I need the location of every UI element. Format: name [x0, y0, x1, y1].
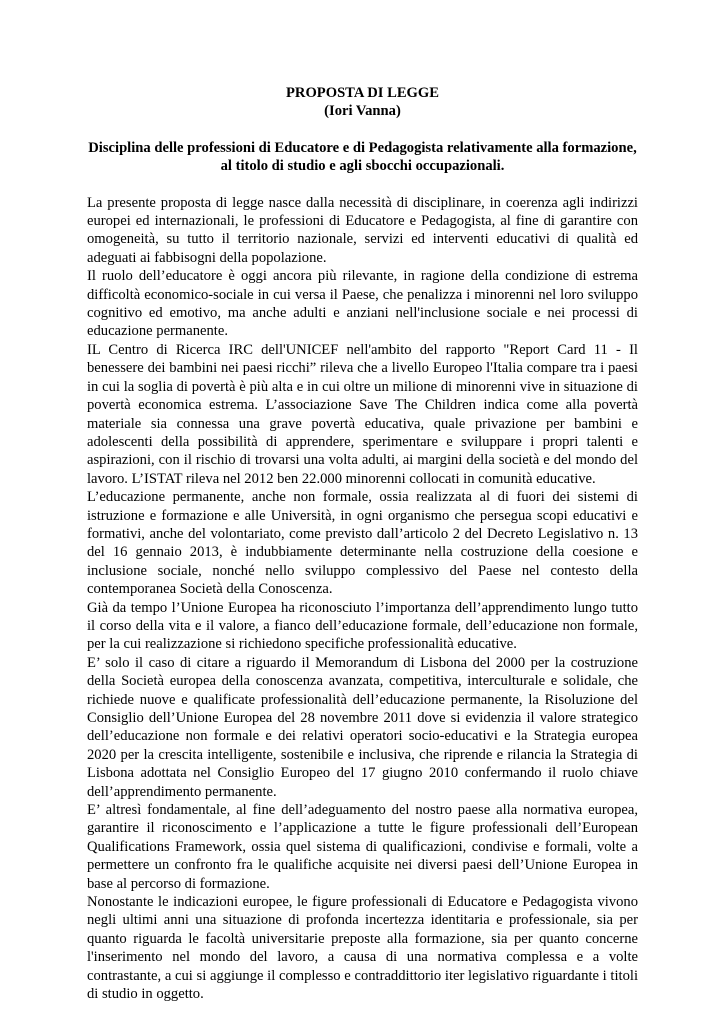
- paragraph: La presente proposta di legge nasce dalla necessità di disciplinare, in coerenza agli indirizzi europei ed internazionali, le professioni di Educatore e Pedagogista, al fine di garantire con omogeneità, su tutto il territorio nazionale, servizi ed interventi educativi di qualità ed adeguati ai fabbisogni della popolazione.: [87, 194, 638, 266]
- document-heading-line2: al titolo di studio e agli sbocchi occupazionali.: [220, 158, 505, 175]
- paragraph: Già da tempo l’Unione Europea ha riconosciuto l’importanza dell’apprendimento lungo tutto il corso della vita e il valore, a fianco dell’educazione formale, dell’educazione non formale, per la cui realizzazione si richiedono specifiche professionalità educative.: [87, 599, 638, 653]
- paragraph: E’ altresì fondamentale, al fine dell’adeguamento del nostro paese alla normativa europea, garantire il riconoscimento e l’applicazione a tutte le figure professionali dell’European Qualifications Framework, ossia quel sistema di qualificazioni, condivise e formali, volte a permettere un confronto fra le qualifiche acquisite nei diversi paesi dell’Unione Europea in base al percorso di formazione.: [87, 802, 638, 892]
- paragraph: E’ solo il caso di citare a riguardo il Memorandum di Lisbona del 2000 per la costruzione della Società europea della conoscenza avanzata, competitiva, interculturale e solidale, che richiede nuove e qualificate professionalità dell’educazione permanente, la Risoluzione del Consiglio dell’Unione Europea del 28 novembre 2011 dove si evidenzia il valore strategico dell’educazione non formale e dei relativi operatori socio-educativi e la Strategia europea 2020 per la crescita intelligente, sostenibile e inclusiva, che riprende e rilancia la Strategia di Lisbona adottata nel Consiglio Europeo del 17 giugno 2010 confermando il ruolo chiave dell’apprendimento permanente.: [87, 654, 638, 800]
- document-title: PROPOSTA DI LEGGE: [286, 85, 439, 101]
- paragraph: L’educazione permanente, anche non formale, ossia realizzata al di fuori dei sistemi di istruzione e formazione e alle Università, in ogni organismo che persegua scopi educativi e formativi, anche del volontariato, come previsto dall’articolo 2 del Decreto Legislativo n. 13 del 16 gennaio 2013, è indubbiamente determinante nella costruzione della coesione e inclusione sociale, nonché nello sviluppo complessivo del Paese nel contesto della contemporanea Società della Conoscenza.: [87, 489, 638, 598]
- document-page: [87, 84, 638, 1004]
- document-heading-line1: Disciplina delle professioni di Educatore e di Pedagogista relativamente alla formazione,: [88, 139, 637, 156]
- paragraph: IL Centro di Ricerca IRC dell'UNICEF nell'ambito del rapporto "Report Card 11 - Il benessere dei bambini nei paesi ricchi” rileva che a livello Europeo l'Italia compare tra i paesi in cui la soglia di povertà è più alta e in cui oltre un milione di minorenni vive in situazione di povertà economica estrema. L’associazione Save The Children indica come alla povertà materiale sia connessa una grave povertà educativa, quale privazione per bambini e adolescenti della possibilità di apprendere, sperimentare e sviluppare i propri talenti e aspirazioni, con il rischio di trovarsi una volta adulti, ai margini della società e del mondo del lavoro. L’ISTAT rileva nel 2012 ben 22.000 minorenni collocati in comunità educative.: [87, 341, 638, 487]
- document-author: (Iori Vanna): [324, 103, 401, 120]
- document-heading: [87, 139, 638, 176]
- paragraph: Il ruolo dell’educatore è oggi ancora più rilevante, in ragione della condizione di estrema difficoltà economico-sociale in cui versa il Paese, che penalizza i minorenni nel loro sviluppo cognitivo ed emotivo, ma anche adulti e anziani nell'inclusione sociale e nei processi di educazione permanente.: [87, 268, 638, 340]
- paragraph: Nonostante le indicazioni europee, le figure professionali di Educatore e Pedagogista vivono negli ultimi anni una situazione di profonda incertezza identitaria e professionale, sia per quanto riguarda le facoltà universitarie preposte alla formazione, sia per quanto concerne l'inserimento nel mondo del lavoro, a causa di una normativa complessa e a volte contrastante, a cui si aggiunge il complesso e contraddittorio iter legislativo riguardante i titoli di studio in oggetto.: [87, 894, 638, 1003]
